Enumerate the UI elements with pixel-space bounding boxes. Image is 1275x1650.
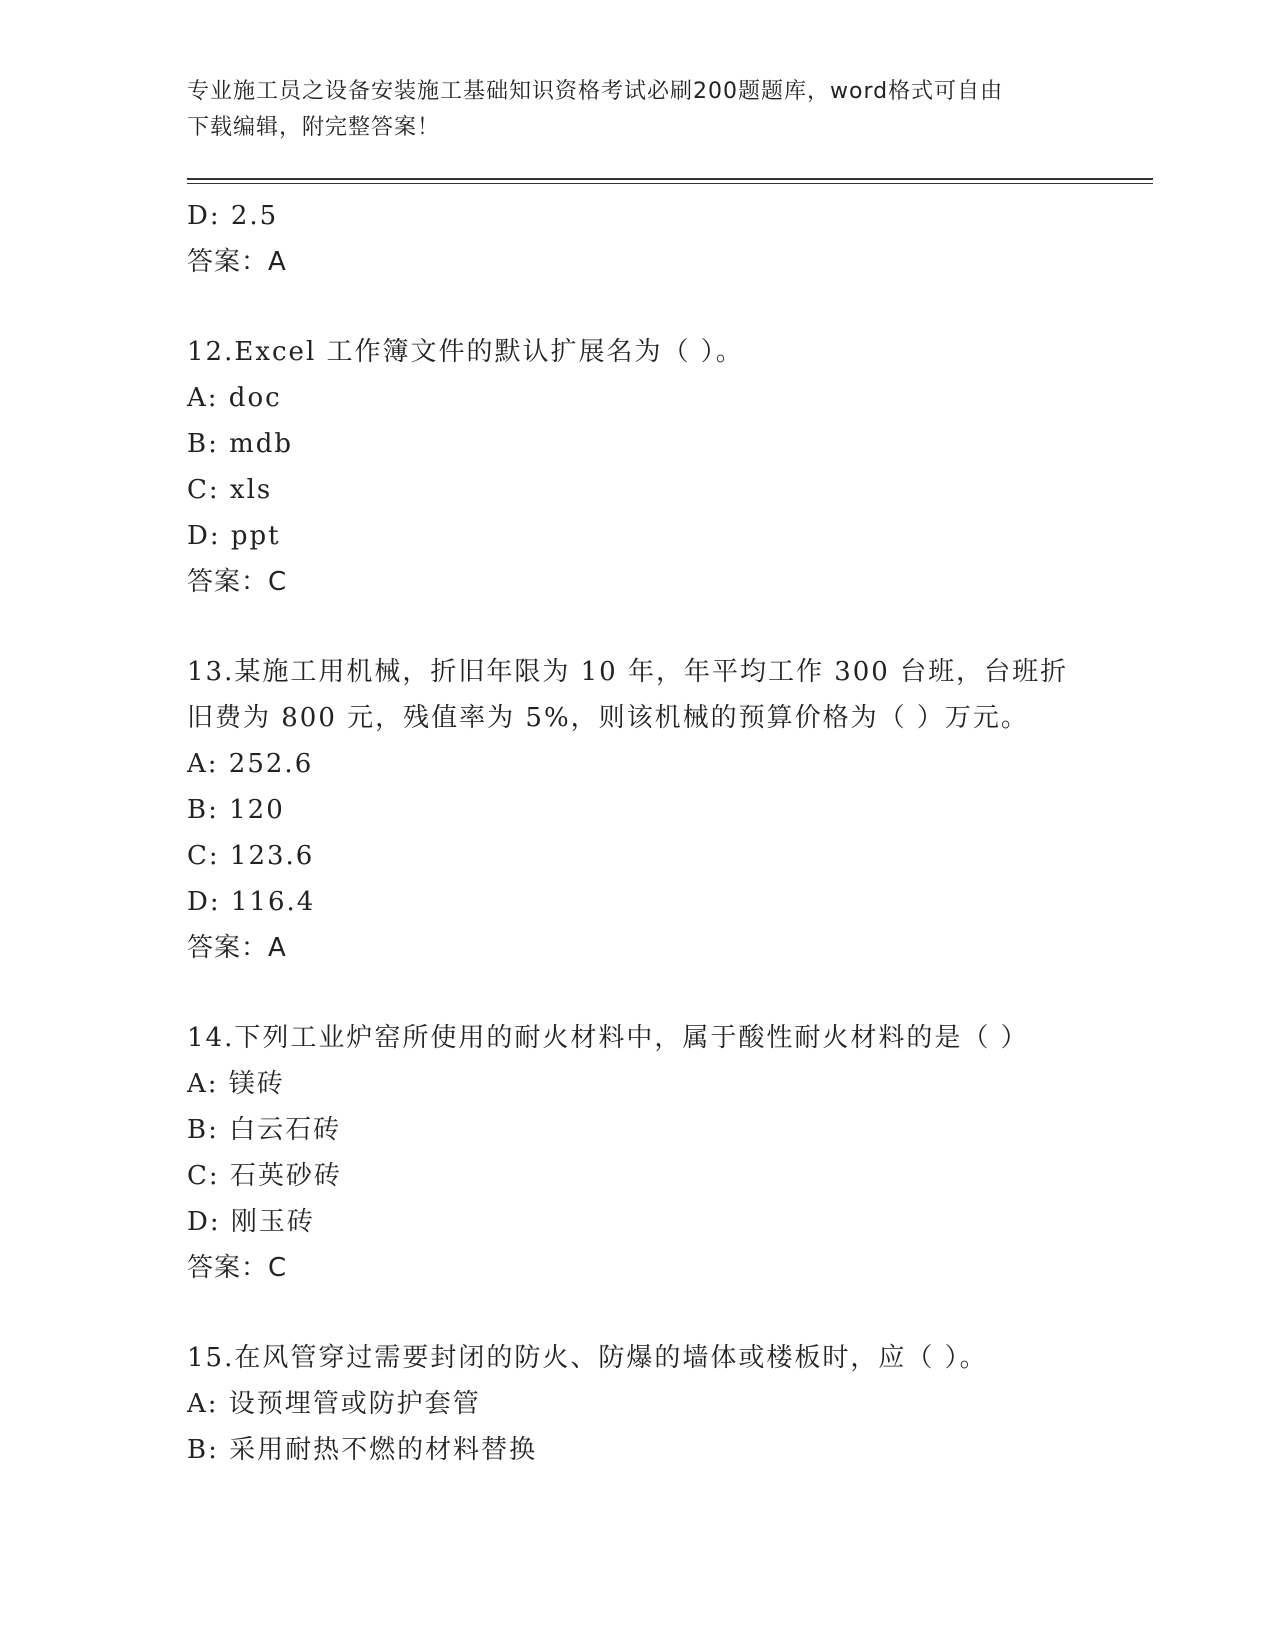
answer: 答案：C xyxy=(187,567,288,597)
question-12 xyxy=(187,329,1087,605)
option-a: A: 252.6 xyxy=(187,749,314,779)
option-b: B: 白云石砖 xyxy=(187,1115,342,1145)
question-15 xyxy=(187,1335,1087,1473)
question-stem: 12.Excel 工作簿文件的默认扩展名为（ ）。 xyxy=(187,337,744,367)
answer: 答案：A xyxy=(187,247,287,277)
option-c: C: xls xyxy=(187,475,273,505)
question-list xyxy=(187,193,1087,1473)
question-stem: 15.在风管穿过需要封闭的防火、防爆的墙体或楼板时，应（ ）。 xyxy=(187,1343,988,1373)
option-a: A: 设预埋管或防护套管 xyxy=(187,1389,481,1419)
question-11-tail xyxy=(187,193,1087,285)
option-c: C: 石英砂砖 xyxy=(187,1161,342,1191)
option-c: C: 123.6 xyxy=(187,841,315,871)
header-line-1: 专业施工员之设备安装施工基础知识资格考试必刷200题题库，word格式可自由 xyxy=(187,79,1004,104)
option-d: D: 刚玉砖 xyxy=(187,1207,315,1237)
option-b: B: 120 xyxy=(187,795,285,825)
option-d: D: 2.5 xyxy=(187,201,279,231)
header-divider-top xyxy=(187,178,1153,180)
question-13 xyxy=(187,649,1087,971)
option-d: D: 116.4 xyxy=(187,887,316,917)
answer: 答案：A xyxy=(187,933,287,963)
question-stem-line-1: 13.某施工用机械，折旧年限为 10 年，年平均工作 300 台班，台班折 xyxy=(187,657,1069,687)
option-b: B: 采用耐热不燃的材料替换 xyxy=(187,1435,538,1465)
question-stem-line-2: 旧费为 800 元，残值率为 5%，则该机械的预算价格为（ ）万元。 xyxy=(187,703,1029,733)
option-a: A: 镁砖 xyxy=(187,1069,285,1099)
option-d: D: ppt xyxy=(187,521,281,551)
answer: 答案：C xyxy=(187,1253,288,1283)
option-a: A: doc xyxy=(187,383,282,413)
question-14 xyxy=(187,1015,1087,1291)
document-header xyxy=(187,74,1067,146)
header-line-2: 下载编辑，附完整答案！ xyxy=(187,115,441,140)
header-divider-bottom xyxy=(187,183,1153,184)
question-stem: 14.下列工业炉窑所使用的耐火材料中，属于酸性耐火材料的是（ ） xyxy=(187,1023,1029,1053)
option-b: B: mdb xyxy=(187,429,294,459)
